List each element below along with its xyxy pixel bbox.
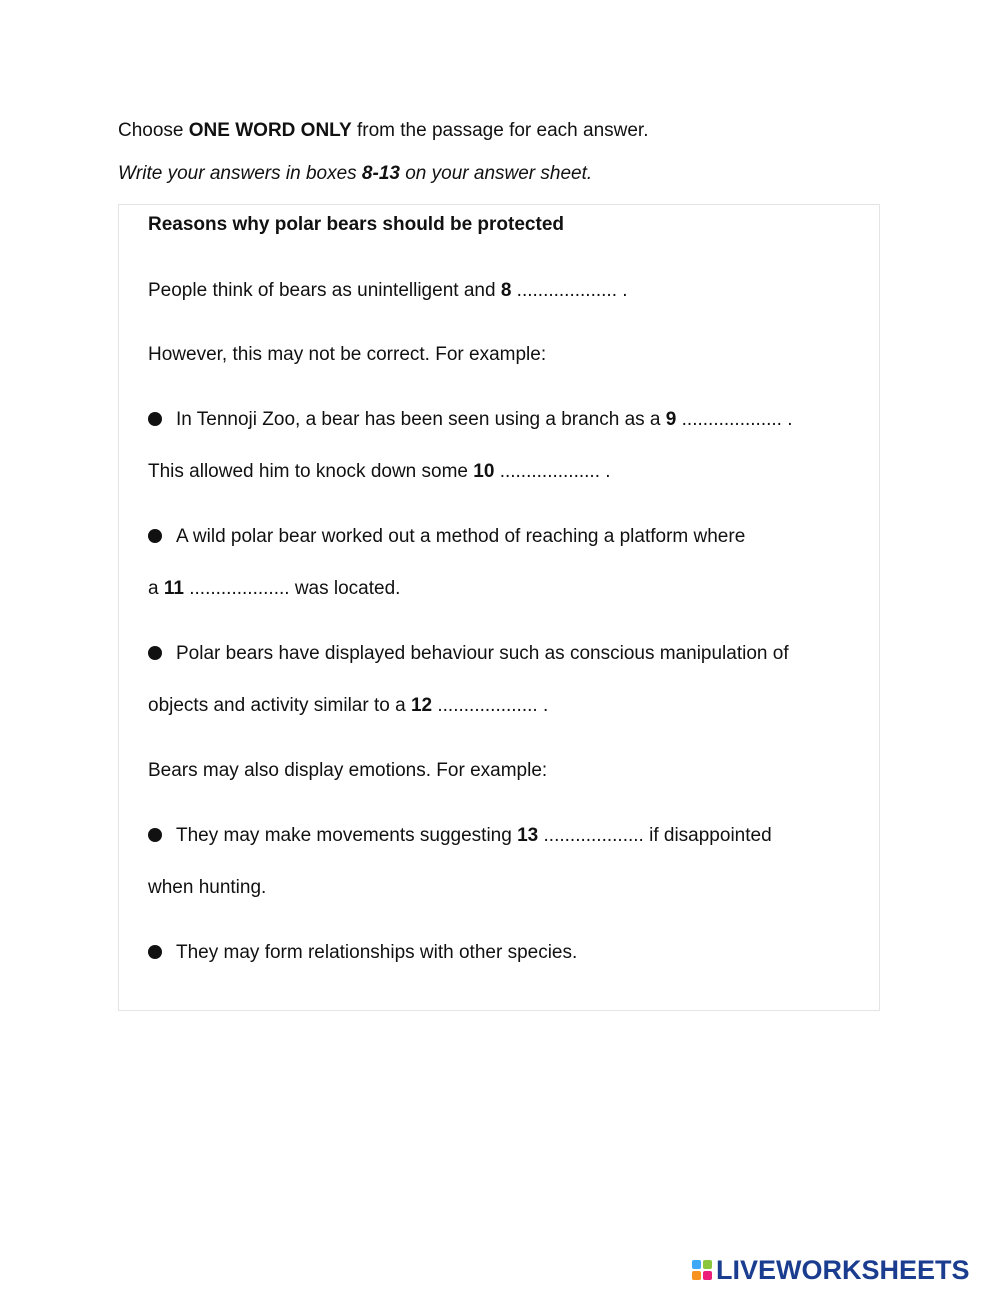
bullet-icon (148, 945, 162, 959)
line-text: a (148, 578, 164, 599)
answer-gap-10[interactable]: ................... (499, 461, 600, 482)
answer-gap-13[interactable]: ................... (543, 825, 644, 846)
line-text: They may make movements suggesting (176, 825, 518, 846)
instruction-choose-word (118, 119, 648, 143)
instruction-text: from the passage for each answer. (351, 120, 649, 141)
line-text: A wild polar bear worked out a method of reaching a platform where (176, 526, 746, 547)
logo-tile (703, 1260, 712, 1269)
bullet-icon (148, 828, 162, 842)
bullet-icon (148, 412, 162, 426)
notes-bullet-line (148, 642, 789, 666)
line-text: . (537, 695, 549, 716)
instruction-text: on your answer sheet. (399, 163, 593, 184)
line-text: was located. (289, 578, 401, 599)
logo-tile (692, 1260, 701, 1269)
question-number-8: 8 (500, 280, 512, 301)
line-text: if disappointed (643, 825, 772, 846)
logo-text: LIVEWORKSHEETS (716, 1255, 970, 1285)
line-text: This allowed him to knock down some (148, 461, 474, 482)
notes-line (148, 759, 547, 783)
answer-gap-11[interactable]: ................... (189, 578, 290, 599)
notes-line (148, 279, 628, 303)
line-text: In Tennoji Zoo, a bear has been seen using a branch as a (176, 409, 666, 430)
bullet-icon (148, 529, 162, 543)
notes-line (148, 343, 546, 367)
instruction-emphasis: ONE WORD ONLY (188, 120, 352, 141)
line-text: objects and activity similar to a (148, 695, 411, 716)
answer-gap-12[interactable]: ................... (437, 695, 538, 716)
bullet-icon (148, 646, 162, 660)
question-number-13: 13 (517, 825, 539, 846)
line-text: . (600, 461, 611, 482)
liveworksheets-logo[interactable] (692, 1255, 970, 1285)
notes-title-text: Reasons why polar bears should be protected (148, 214, 564, 235)
instruction-text: Choose (118, 120, 189, 141)
notes-line (148, 460, 611, 484)
notes-line (148, 876, 266, 900)
notes-title (148, 213, 564, 237)
question-number-10: 10 (473, 461, 495, 482)
line-text: Polar bears have displayed behaviour such as conscious manipulation of (176, 643, 789, 664)
line-text: . (616, 280, 628, 301)
logo-tile (703, 1271, 712, 1280)
notes-bullet-line (148, 525, 745, 549)
line-text: However, this may not be correct. For example: (148, 344, 547, 365)
logo-tile (692, 1271, 701, 1280)
line-text: when hunting. (148, 877, 267, 898)
line-text: . (781, 409, 793, 430)
notes-line (148, 577, 400, 601)
notes-bullet-line (148, 824, 772, 848)
line-text: Bears may also display emotions. For example: (148, 760, 548, 781)
instruction-emphasis: 8-13 (361, 163, 400, 184)
line-text: They may form relationships with other species. (176, 942, 578, 963)
question-number-12: 12 (410, 695, 433, 716)
question-number-11: 11 (163, 578, 184, 599)
instruction-text: Write your answers in boxes (118, 163, 362, 184)
notes-bullet-line (148, 941, 577, 965)
notes-bullet-line (148, 408, 793, 432)
notes-line (148, 694, 548, 718)
answer-gap-9[interactable]: ................... (681, 409, 782, 430)
line-text: People think of bears as unintelligent and (148, 280, 501, 301)
question-number-9: 9 (665, 409, 677, 430)
instruction-answer-boxes (118, 162, 592, 186)
answer-gap-8[interactable]: ................... (516, 280, 617, 301)
logo-mark-icon (692, 1260, 712, 1280)
